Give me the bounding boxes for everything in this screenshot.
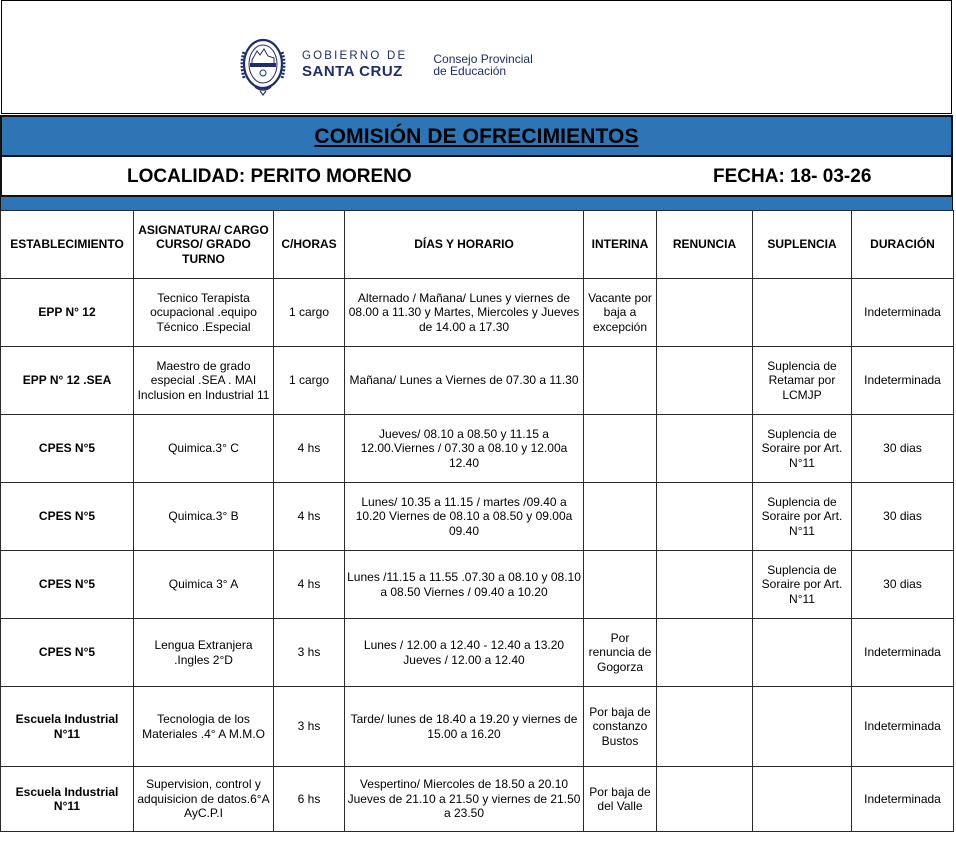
council-name <box>433 53 532 77</box>
cell-interina <box>584 483 657 551</box>
santa-cruz-seal-icon <box>238 34 288 96</box>
cell-asignatura: Tecnologia de los Materiales .4° A M.M.O <box>134 687 274 767</box>
cell-duracion: 30 dias <box>852 415 954 483</box>
cell-horario: Lunes / 12.00 a 12.40 - 12.40 a 13.20 Jueves / 12.00 a 12.40 <box>345 619 584 687</box>
cell-horas: 4 hs <box>274 483 345 551</box>
col-header-horario: DÍAS Y HORARIO <box>345 211 584 279</box>
col-header-establecimiento: ESTABLECIMIENTO <box>1 211 134 279</box>
table-row <box>1 279 954 347</box>
cell-horario: Tarde/ lunes de 18.40 a 19.20 y viernes de 15.00 a 16.20 <box>345 687 584 767</box>
cell-renuncia <box>657 619 753 687</box>
table-row <box>1 347 954 415</box>
cell-interina <box>584 551 657 619</box>
cell-interina: Por baja de del Valle <box>584 767 657 832</box>
council-line1: Consejo Provincial <box>433 52 533 66</box>
cell-duracion: 30 dias <box>852 483 954 551</box>
cell-duracion: Indeterminada <box>852 767 954 832</box>
table-row <box>1 551 954 619</box>
cell-establecimiento: CPES N°5 <box>1 551 134 619</box>
cell-horas: 3 hs <box>274 687 345 767</box>
cell-establecimiento: Escuela Industrial N°11 <box>1 767 134 832</box>
cell-duracion: Indeterminada <box>852 347 954 415</box>
fecha-label: FECHA: 18- 03-26 <box>713 166 872 187</box>
cell-horario: Lunes/ 10.35 a 11.15 / martes /09.40 a 10.20 Viernes de 08.10 a 08.50 y 09.00a 09.40 <box>345 483 584 551</box>
cell-establecimiento: CPES N°5 <box>1 619 134 687</box>
page-title: COMISIÓN DE OFRECIMIENTOS <box>314 125 639 148</box>
cell-interina <box>584 347 657 415</box>
cell-horario: Vespertino/ Miercoles de 18.50 a 20.10 Jueves de 21.10 a 21.50 y viernes de 21.50 a 23.50 <box>345 767 584 832</box>
offers-table <box>0 210 954 832</box>
cell-renuncia <box>657 347 753 415</box>
cell-horas: 3 hs <box>274 619 345 687</box>
cell-horario: Mañana/ Lunes a Viernes de 07.30 a 11.30 <box>345 347 584 415</box>
cell-suplencia: Suplencia de Retamar por LCMJP <box>753 347 852 415</box>
cell-horas: 1 cargo <box>274 279 345 347</box>
cell-asignatura: Lengua Extranjera .Ingles 2°D <box>134 619 274 687</box>
government-name <box>302 51 407 80</box>
cell-suplencia: Suplencia de Soraire por Art. N°11 <box>753 415 852 483</box>
cell-interina <box>584 415 657 483</box>
cell-interina: Por baja de constanzo Bustos <box>584 687 657 767</box>
cell-horario: Jueves/ 08.10 a 08.50 y 11.15 a 12.00.Viernes / 07.30 a 08.10 y 12.00a 12.40 <box>345 415 584 483</box>
separator-band <box>0 196 953 211</box>
cell-horas: 1 cargo <box>274 347 345 415</box>
cell-suplencia: Suplencia de Soraire por Art. N°11 <box>753 551 852 619</box>
col-header-asignatura: ASIGNATURA/ CARGO CURSO/ GRADO TURNO <box>134 211 274 279</box>
table-row <box>1 687 954 767</box>
col-header-duracion: DURACIÓN <box>852 211 954 279</box>
cell-asignatura: Tecnico Terapista ocupacional .equipo Técnico .Especial <box>134 279 274 347</box>
cell-duracion: Indeterminada <box>852 687 954 767</box>
cell-asignatura: Quimica.3° C <box>134 415 274 483</box>
table-row <box>1 483 954 551</box>
cell-establecimiento: CPES N°5 <box>1 483 134 551</box>
title-band <box>0 115 953 157</box>
cell-establecimiento: EPP N° 12 <box>1 279 134 347</box>
cell-duracion: Indeterminada <box>852 279 954 347</box>
col-header-interina: INTERINA <box>584 211 657 279</box>
cell-interina: Por renuncia de Gogorza <box>584 619 657 687</box>
col-header-suplencia: SUPLENCIA <box>753 211 852 279</box>
cell-suplencia <box>753 279 852 347</box>
col-header-renuncia: RENUNCIA <box>657 211 753 279</box>
gov-line1: GOBIERNO DE <box>302 49 408 62</box>
cell-establecimiento: EPP N° 12 .SEA <box>1 347 134 415</box>
cell-suplencia <box>753 767 852 832</box>
table-row <box>1 619 954 687</box>
cell-suplencia: Suplencia de Soraire por Art. N°11 <box>753 483 852 551</box>
cell-renuncia <box>657 551 753 619</box>
table-header-row <box>1 211 954 279</box>
letterhead <box>1 0 952 114</box>
cell-renuncia <box>657 483 753 551</box>
cell-horario: Lunes /11.15 a 11.55 .07.30 a 08.10 y 08.10 a 08.50 Viernes / 09.40 a 10.20 <box>345 551 584 619</box>
cell-interina: Vacante por baja a excepción <box>584 279 657 347</box>
localidad-label: LOCALIDAD: PERITO MORENO <box>127 166 412 187</box>
cell-horas: 4 hs <box>274 551 345 619</box>
council-line2: de Educación <box>433 64 507 78</box>
cell-suplencia <box>753 687 852 767</box>
cell-asignatura: Maestro de grado especial .SEA . MAI Inclusion en Industrial 11 <box>134 347 274 415</box>
table-row <box>1 767 954 832</box>
cell-asignatura: Supervision, control y adquisicion de datos.6°A AyC.P.I <box>134 767 274 832</box>
cell-horas: 4 hs <box>274 415 345 483</box>
cell-asignatura: Quimica.3° B <box>134 483 274 551</box>
cell-duracion: 30 dias <box>852 551 954 619</box>
government-logo <box>238 34 533 96</box>
cell-asignatura: Quimica 3° A <box>134 551 274 619</box>
table-row <box>1 415 954 483</box>
cell-renuncia <box>657 687 753 767</box>
gov-line2: SANTA CRUZ <box>302 63 403 81</box>
cell-renuncia <box>657 415 753 483</box>
cell-horas: 6 hs <box>274 767 345 832</box>
cell-suplencia <box>753 619 852 687</box>
cell-renuncia <box>657 767 753 832</box>
info-bar <box>0 157 953 197</box>
col-header-horas: C/HORAS <box>274 211 345 279</box>
cell-horario: Alternado / Mañana/ Lunes y viernes de 08.00 a 11.30 y Martes, Miercoles y Jueves de 14.00 a 17.30 <box>345 279 584 347</box>
cell-establecimiento: CPES N°5 <box>1 415 134 483</box>
cell-renuncia <box>657 279 753 347</box>
cell-establecimiento: Escuela Industrial N°11 <box>1 687 134 767</box>
cell-duracion: Indeterminada <box>852 619 954 687</box>
